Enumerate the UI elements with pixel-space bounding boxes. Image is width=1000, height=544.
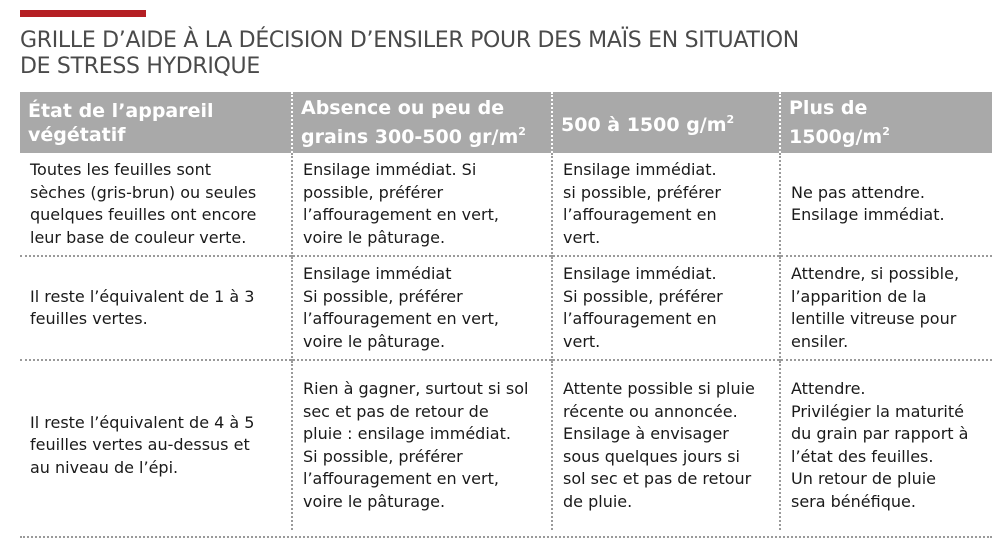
header-text: grains 300-500 gr/m [301,126,519,148]
cell-line: l’affouragement en vert, [303,309,499,328]
cell-line: sèches (gris-brun) ou seules [30,182,257,202]
cell-line: Ensilage à envisager [563,424,729,443]
cell-line: l’état des feuilles. [791,446,934,466]
cell-line: leur base de couleur verte. [30,227,247,247]
cell-line: Ensilage immédiat. [791,205,945,224]
cell-line: l’affouragement en [563,309,717,328]
table-bottom-rule [20,536,992,538]
header-line [561,108,771,137]
title-line-1: GRILLE D’AIDE À LA DÉCISION D’ENSILER POUR DES MAÏS EN SITUATION [20,28,799,53]
table-row [20,256,992,360]
table-header-row [20,92,992,153]
cell-line: quelques feuilles ont encore [30,205,257,224]
cell-line: Un retour de pluie [791,469,936,488]
header-superscript: 2 [882,125,890,138]
cell-line: de pluie. [563,491,633,511]
cell-line: voire le pâturage. [303,331,446,351]
table-row [20,153,992,256]
table-cell [552,256,780,360]
cell-line: si possible, préférer [563,182,721,202]
table-cell [20,360,292,530]
cell-line: du grain par rapport à [791,424,969,443]
cell-line: au niveau de l’épi. [30,457,179,477]
cell-line: sol sec et pas de retour [563,469,752,488]
table-cell [552,360,780,530]
table-cell [780,256,992,360]
header-line: Plus de [789,97,868,119]
header-cell [20,92,292,153]
cell-line: sous quelques jours si [563,446,740,466]
cell-line: Si possible, préférer [563,286,723,306]
title-line-2: DE STRESS HYDRIQUE [20,54,260,79]
cell-line: Ensilage immédiat [303,264,452,283]
decision-grid-table [20,92,992,530]
cell-line: voire le pâturage. [303,227,446,247]
cell-line: Si possible, préférer [303,286,463,306]
header-line: Absence ou peu de [301,97,505,119]
header-cell [552,92,780,153]
cell-line: Privilégier la maturité [791,401,964,421]
page-title [20,28,970,80]
table-row [20,360,992,530]
cell-line: Si possible, préférer [303,446,463,466]
cell-line: ensiler. [791,331,849,351]
cell-line: récente ou annoncée. [563,401,738,421]
cell-line: l’affouragement en vert, [303,469,499,488]
cell-line: feuilles vertes. [30,309,148,328]
header-line: végétatif [28,123,126,146]
cell-line: l’apparition de la [791,286,927,306]
header-text: 500 à 1500 g/m [561,114,727,136]
cell-line: pluie : ensilage immédiat. [303,424,511,443]
cell-line: vert. [563,331,601,351]
cell-line: l’affouragement en vert, [303,205,499,224]
header-line [789,120,984,149]
header-text: 1500g/m [789,126,883,148]
cell-line: Ne pas attendre. [791,182,925,202]
table-cell [292,153,552,256]
cell-line: Ensilage immédiat. Si [303,160,477,179]
table-cell [780,360,992,530]
table-cell [552,153,780,256]
cell-line: Il reste l’équivalent de 1 à 3 [30,286,255,306]
header-cell [292,92,552,153]
header-superscript: 2 [726,113,735,126]
cell-line: Toutes les feuilles sont [30,160,211,179]
table-body [20,153,992,530]
cell-line: feuilles vertes au-dessus et [30,435,250,455]
table-cell [20,256,292,360]
header-line: État de l’appareil [28,99,214,122]
cell-line: Attendre, si possible, [791,264,960,283]
cell-line: vert. [563,227,601,247]
cell-line: lentille vitreuse pour [791,309,957,328]
cell-line: Ensilage immédiat. [563,160,717,179]
cell-line: possible, préférer [303,182,444,202]
table-cell [20,153,292,256]
header-superscript: 2 [518,125,526,138]
cell-line: Attente possible si pluie [563,379,755,398]
cell-line: sec et pas de retour de [303,401,489,421]
cell-line: l’affouragement en [563,205,717,224]
header-line [301,120,543,149]
table-cell [292,256,552,360]
accent-bar [20,10,146,17]
cell-line: Ensilage immédiat. [563,264,717,283]
cell-line: Attendre. [791,379,866,398]
table-cell [292,360,552,530]
cell-line: Rien à gagner, surtout si sol [303,379,529,398]
table-cell [780,153,992,256]
cell-line: voire le pâturage. [303,491,446,511]
header-cell [780,92,992,153]
cell-line: sera bénéfique. [791,491,916,511]
cell-line: Il reste l’équivalent de 4 à 5 [30,412,255,432]
